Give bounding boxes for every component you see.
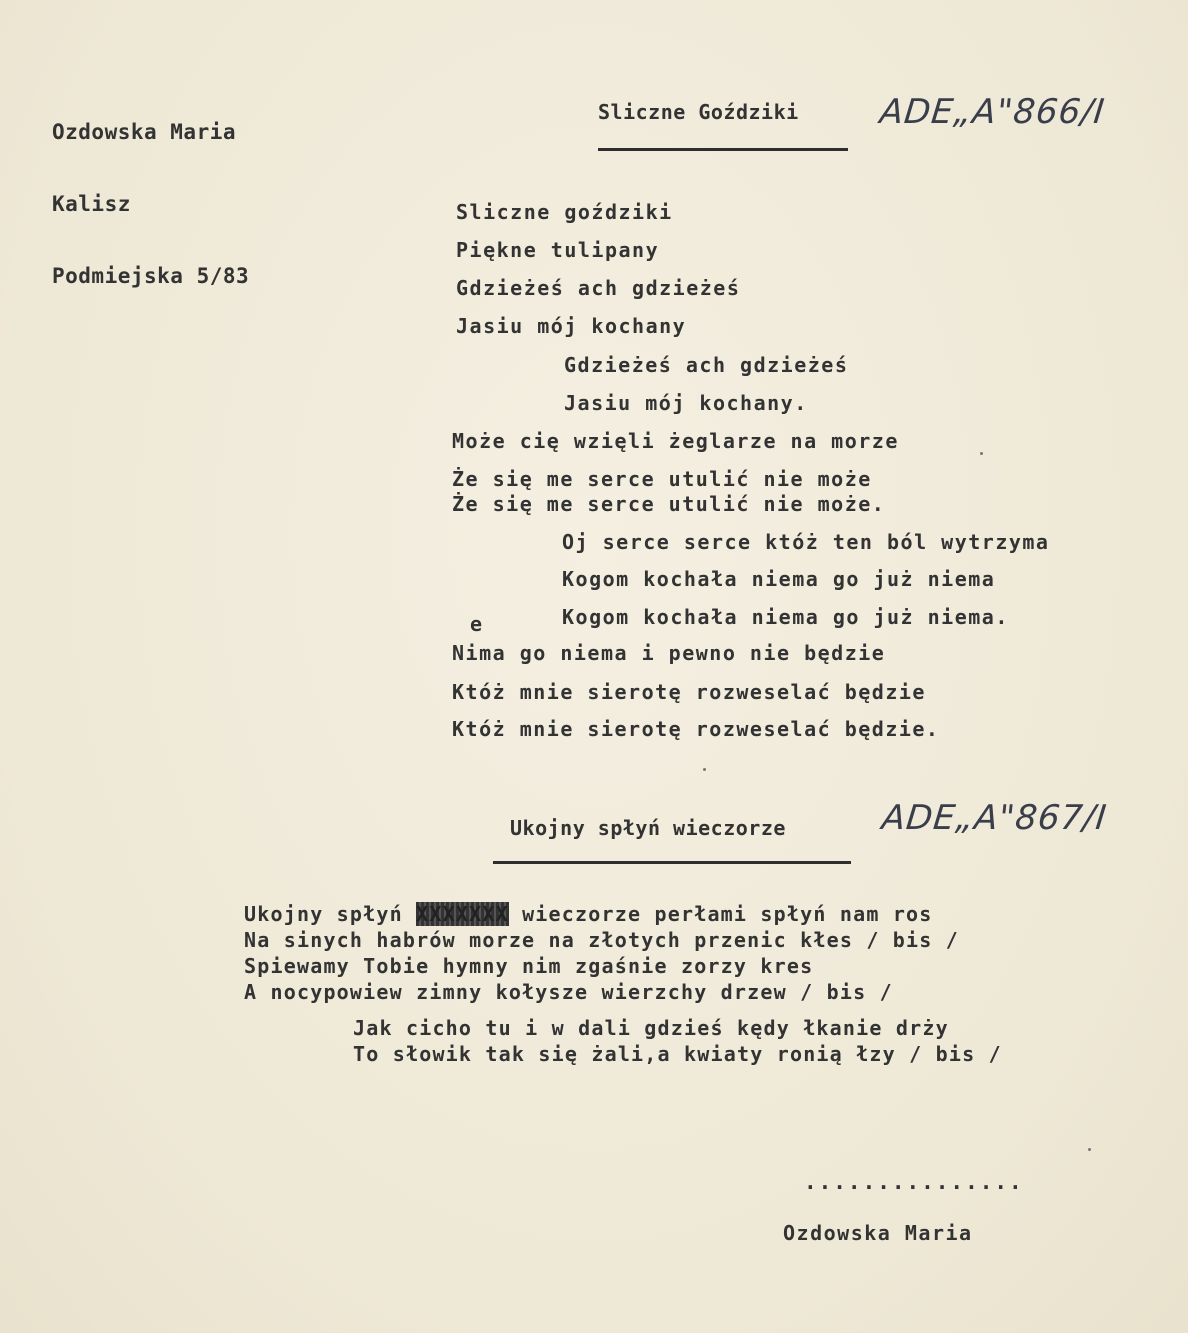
song1-line: Może cię wzięli żeglarze na morze xyxy=(452,429,899,453)
sender-city: Kalisz xyxy=(52,192,131,216)
song2-line1-end: wieczorze perłami spłyń nam ros xyxy=(508,902,933,926)
song1-line: Kogom kochała niema go już niema xyxy=(562,567,996,591)
song2-line: Spiewamy Tobie hymny nim zgaśnie zorzy kres xyxy=(244,954,814,978)
sender-name: Ozdowska Maria xyxy=(52,120,237,144)
song1-line: Nima go niema i pewno nie będzie xyxy=(452,641,886,665)
song1-line: Któż mnie sierotę rozweselać będzie. xyxy=(452,717,940,741)
sender-address xyxy=(52,72,249,336)
song2-title-underline xyxy=(493,861,851,864)
song1-title-underline xyxy=(598,148,848,151)
song1-line: Sliczne goździki xyxy=(456,200,673,224)
song1-title: Sliczne Goździki xyxy=(598,100,799,124)
song1-line: Kogom kochała niema go już niema. xyxy=(562,605,1009,629)
song2-struck-text: XXXXXXX xyxy=(416,902,509,926)
song2-line: Na sinych habrów morze na złotych przenic kłes / bis / xyxy=(244,928,960,952)
song2-line: To słowik tak się żali,a kwiaty ronią łzy / bis / xyxy=(353,1042,1002,1066)
song1-archive-mark: ADE„A"866/I xyxy=(877,92,1107,132)
song1-line: Że się me serce utulić nie może. xyxy=(452,492,886,516)
song2-title: Ukojny spłyń wieczorze xyxy=(510,816,786,840)
song2-line1-start: Ukojny spłyń xyxy=(244,902,417,926)
signature-line: ............... xyxy=(804,1170,1024,1194)
paper-speck xyxy=(980,452,983,455)
paper-speck xyxy=(1088,1148,1091,1151)
song1-line: Jasiu mój kochany xyxy=(456,314,687,338)
paper-speck xyxy=(703,768,706,771)
song1-line: Piękne tulipany xyxy=(456,238,660,262)
sender-street: Podmiejska 5/83 xyxy=(52,264,250,288)
signature-name: Ozdowska Maria xyxy=(783,1221,973,1245)
song1-line: Gdzieżeś ach gdzieżeś xyxy=(564,353,849,377)
song1-line: Któż mnie sierotę rozweselać będzie xyxy=(452,680,926,704)
song1-line: Gdzieżeś ach gdzieżeś xyxy=(456,276,741,300)
song2-archive-mark: ADE„A"867/I xyxy=(879,798,1109,838)
song2-line xyxy=(244,902,933,926)
song2-line: Jak cicho tu i w dali gdzieś kędy łkanie drży xyxy=(353,1016,949,1040)
song1-line: Oj serce serce któż ten ból wytrzyma xyxy=(562,530,1050,554)
song1-line: Jasiu mój kochany. xyxy=(564,391,808,415)
song1-line: Że się me serce utulić nie może xyxy=(452,467,872,491)
song1-margin-note: e xyxy=(470,612,484,636)
song2-line: A nocypowiew zimny kołysze wierzchy drzew / bis / xyxy=(244,980,893,1004)
